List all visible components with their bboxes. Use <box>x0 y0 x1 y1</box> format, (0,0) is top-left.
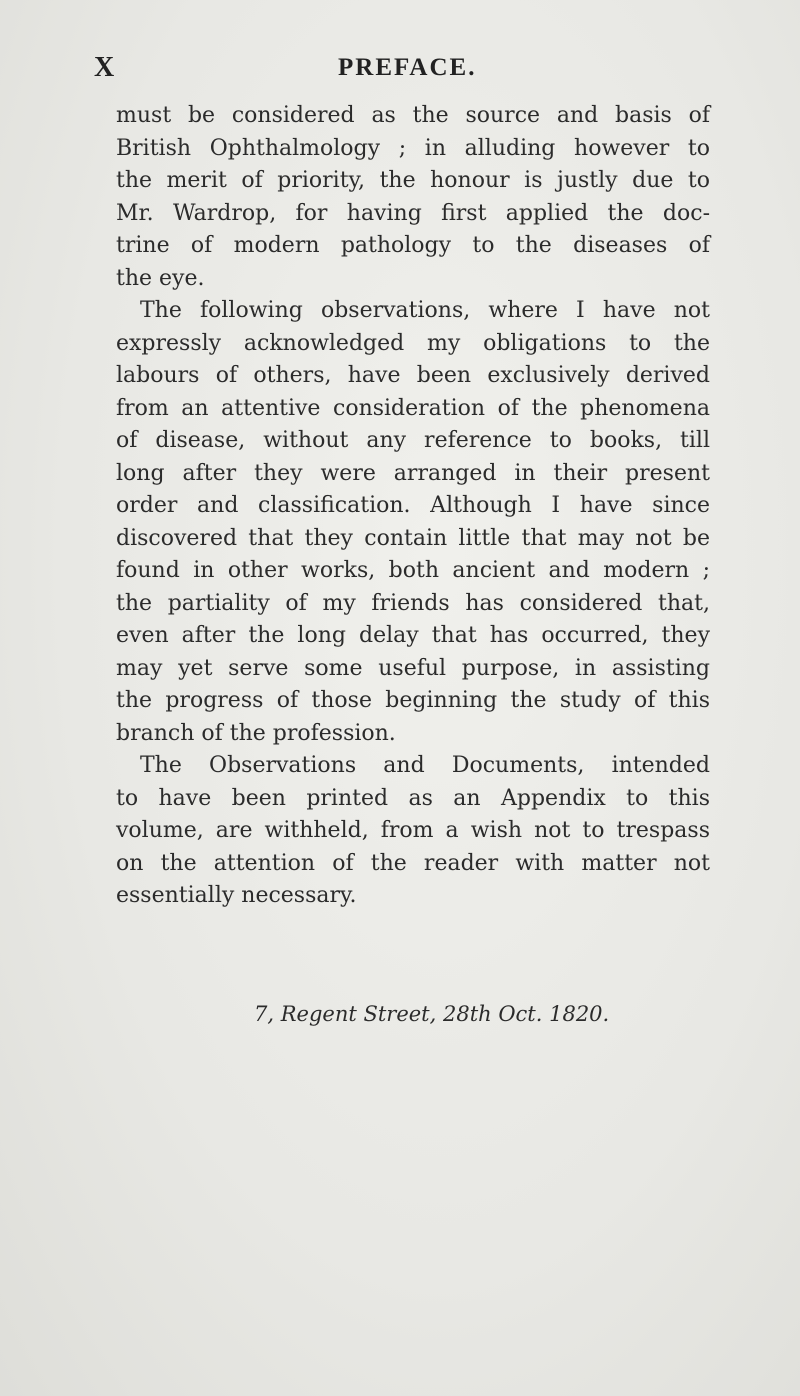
text-line: on the attention of the reader with matter not <box>116 850 710 876</box>
text-line: labours of others, have been exclusively derived <box>116 363 710 388</box>
text-line: expressly acknowledged my obligations to the <box>116 330 710 356</box>
preface-text <box>116 100 710 913</box>
text-line: found in other works, both ancient and modern ; <box>116 558 710 583</box>
text-line: essentially necessary. <box>116 883 357 908</box>
text-line: from an attentive consideration of the phenomena <box>116 395 710 421</box>
text-line: branch of the profession. <box>116 720 396 746</box>
text-line: of disease, without any reference to books, till <box>116 428 710 453</box>
text-line: The following observations, where I have not <box>140 298 710 323</box>
running-head: PREFACE. <box>338 54 477 81</box>
signature-line: 7, Regent Street, 28th Oct. 1820. <box>254 1002 610 1026</box>
text-line: may yet serve some useful purpose, in assisting <box>116 655 710 681</box>
text-line: British Ophthalmology ; in alluding however to <box>116 135 710 161</box>
text-line: discovered that they contain little that may not be <box>116 525 710 551</box>
text-line: volume, are withheld, from a wish not to trespass <box>116 818 710 843</box>
page-number: X <box>94 52 116 83</box>
text-line: order and classification. Although I have since <box>116 493 710 518</box>
text-line: trine of modern pathology to the diseases of <box>116 233 710 258</box>
text-line: must be considered as the source and basis of <box>116 103 710 128</box>
text-line: the merit of priority, the honour is justly due to <box>116 168 710 193</box>
text-line: the progress of those beginning the study of this <box>116 688 710 713</box>
text-line: the partiality of my friends has considered that, <box>116 590 710 616</box>
page-header <box>0 52 800 92</box>
text-line: even after the long delay that has occurred, they <box>116 623 710 648</box>
text-line: The Observations and Documents, intended <box>140 753 710 778</box>
text-line: long after they were arranged in their present <box>116 460 710 486</box>
text-line: to have been printed as an Appendix to this <box>116 785 710 811</box>
text-line: Mr. Wardrop, for having first applied the doc- <box>116 200 710 226</box>
text-line: the eye. <box>116 265 205 291</box>
